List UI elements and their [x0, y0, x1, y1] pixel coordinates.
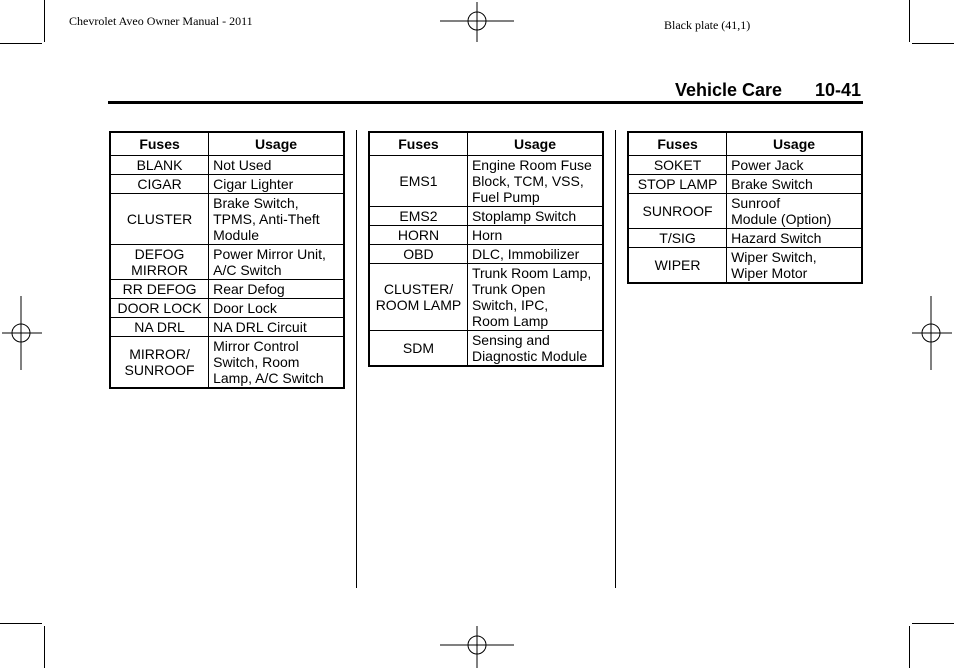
usage-text: Diagnostic Module: [471, 348, 588, 364]
usage-text: Switch, Room: [213, 354, 300, 370]
usage-cell: [467, 207, 603, 226]
fuses-header: Fuses: [110, 132, 209, 156]
crop-mark: [44, 0, 45, 42]
crop-mark: [909, 0, 910, 42]
table-row: [628, 229, 862, 248]
fuse-name: DOOR LOCK: [117, 300, 202, 316]
fuse-cell: [369, 207, 467, 226]
usage-text: Fuel Pump: [471, 189, 540, 205]
fuse-table-1: [109, 131, 345, 389]
usage-cell: [727, 156, 862, 175]
fuse-cell: [110, 318, 209, 337]
usage-header: Usage: [467, 132, 603, 156]
usage-text: Engine Room Fuse: [471, 157, 592, 173]
fuse-name: ROOM LAMP: [375, 297, 462, 313]
usage-cell: [727, 175, 862, 194]
usage-text: Power Jack: [731, 157, 804, 173]
usage-text: Mirror Control: [213, 338, 299, 354]
usage-header: Usage: [727, 132, 862, 156]
fuse-cell: [110, 175, 209, 194]
usage-text: Module (Option): [731, 211, 832, 227]
usage-text: Rear Defog: [213, 281, 285, 297]
fuse-name: EMS1: [399, 173, 438, 189]
usage-cell: [467, 245, 603, 264]
usage-text: Horn: [471, 227, 503, 243]
usage-cell: [209, 299, 344, 318]
table-row: [628, 194, 862, 229]
usage-cell: [467, 331, 603, 367]
fuse-name: NA DRL: [134, 319, 185, 335]
fuse-cell: [369, 331, 467, 367]
usage-cell: [209, 245, 344, 280]
usage-text: Brake Switch: [731, 176, 813, 192]
usage-cell: [727, 194, 862, 229]
table-row: [369, 156, 603, 207]
fuses-header: Fuses: [628, 132, 727, 156]
fuse-cell: [628, 229, 727, 248]
fuse-name: DEFOG: [134, 246, 185, 262]
page-number: 10-41: [815, 80, 862, 100]
usage-text: Wiper Motor: [731, 265, 808, 281]
usage-cell: [209, 318, 344, 337]
usage-text: Module: [213, 227, 260, 243]
table-row: [369, 331, 603, 367]
usage-text: DLC, Immobilizer: [471, 246, 580, 262]
usage-text: Power Mirror Unit,: [213, 246, 326, 262]
usage-text: Trunk Room Lamp,: [471, 265, 592, 281]
fuse-name: CIGAR: [137, 176, 182, 192]
table-row: [628, 248, 862, 284]
usage-text: Hazard Switch: [731, 230, 822, 246]
fuse-cell: [110, 156, 209, 175]
header-rule: [108, 101, 863, 104]
usage-text: Sunroof: [731, 195, 781, 211]
fuse-cell: [110, 337, 209, 389]
registration-mark-icon: [440, 626, 514, 668]
usage-text: Stoplamp Switch: [471, 208, 577, 224]
table-row: [110, 245, 344, 280]
registration-mark-icon: [912, 296, 952, 370]
usage-cell: [467, 264, 603, 331]
table-row: [110, 318, 344, 337]
plate-label: Black plate (41,1): [664, 18, 751, 32]
crop-mark: [912, 623, 954, 624]
fuse-cell: [110, 280, 209, 299]
table-row: [110, 175, 344, 194]
fuse-cell: [369, 264, 467, 331]
fuse-cell: [628, 175, 727, 194]
fuse-name: RR DEFOG: [122, 281, 197, 297]
crop-mark: [912, 43, 954, 44]
fuse-cell: [110, 194, 209, 245]
usage-text: Lamp, A/C Switch: [213, 370, 324, 386]
usage-text: A/C Switch: [213, 262, 282, 278]
table-row: [369, 207, 603, 226]
fuse-cell: [628, 248, 727, 284]
usage-cell: [467, 156, 603, 207]
fuse-cell: [110, 299, 209, 318]
fuse-name: T/SIG: [659, 230, 696, 246]
fuse-name: STOP LAMP: [637, 176, 718, 192]
fuse-table-2: [368, 131, 604, 367]
column-divider-2: [615, 130, 616, 588]
crop-mark: [0, 623, 42, 624]
table-row: [369, 264, 603, 331]
fuse-name: SOKET: [653, 157, 702, 173]
usage-text: Wiper Switch,: [731, 249, 817, 265]
usage-text: Sensing and: [471, 332, 550, 348]
fuse-cell: [628, 194, 727, 229]
table-row: [110, 194, 344, 245]
column-divider-1: [356, 130, 357, 588]
section-title: Vehicle Care: [675, 80, 783, 100]
fuse-cell: [369, 245, 467, 264]
usage-text: Room Lamp: [471, 313, 549, 329]
fuse-table-3: [627, 131, 863, 284]
usage-cell: [209, 337, 344, 389]
usage-cell: [209, 194, 344, 245]
fuse-name: SUNROOF: [124, 362, 195, 378]
usage-text: Brake Switch,: [213, 195, 299, 211]
fuse-name: MIRROR/: [129, 346, 190, 362]
usage-text: Cigar Lighter: [213, 176, 294, 192]
table-row: [110, 337, 344, 389]
crop-mark: [44, 626, 45, 668]
usage-header: Usage: [209, 132, 344, 156]
crop-mark: [909, 626, 910, 668]
fuse-name: EMS2: [399, 208, 438, 224]
usage-cell: [209, 175, 344, 194]
fuse-cell: [628, 156, 727, 175]
manual-title: Chevrolet Aveo Owner Manual - 2011: [69, 14, 253, 28]
registration-mark-icon: [2, 296, 42, 370]
usage-cell: [727, 248, 862, 284]
crop-mark: [0, 43, 42, 44]
fuse-name: CLUSTER: [126, 211, 193, 227]
table-row: [110, 280, 344, 299]
usage-text: Not Used: [213, 157, 272, 173]
fuse-name: CLUSTER/: [383, 281, 454, 297]
usage-text: Door Lock: [213, 300, 277, 316]
table-row: [369, 245, 603, 264]
table-row: [110, 299, 344, 318]
fuse-name: SUNROOF: [642, 203, 713, 219]
table-row: [110, 156, 344, 175]
registration-mark-icon: [440, 2, 514, 42]
fuse-cell: [369, 156, 467, 207]
usage-cell: [467, 226, 603, 245]
usage-text: Block, TCM, VSS,: [471, 173, 584, 189]
usage-cell: [209, 156, 344, 175]
table-row: [369, 226, 603, 245]
fuse-name: BLANK: [136, 157, 183, 173]
fuse-cell: [369, 226, 467, 245]
usage-text: Switch, IPC,: [471, 297, 549, 313]
usage-text: NA DRL Circuit: [213, 319, 307, 335]
fuse-name: WIPER: [654, 257, 701, 273]
fuse-cell: [110, 245, 209, 280]
usage-cell: [209, 280, 344, 299]
fuse-name: SDM: [402, 340, 435, 356]
usage-text: TPMS, Anti-Theft: [213, 211, 320, 227]
fuse-name: OBD: [403, 246, 434, 262]
table-row: [628, 156, 862, 175]
table-row: [628, 175, 862, 194]
usage-text: Trunk Open: [471, 281, 546, 297]
fuses-header: Fuses: [369, 132, 467, 156]
fuse-name: HORN: [397, 227, 440, 243]
fuse-name: MIRROR: [131, 262, 188, 278]
usage-cell: [727, 229, 862, 248]
